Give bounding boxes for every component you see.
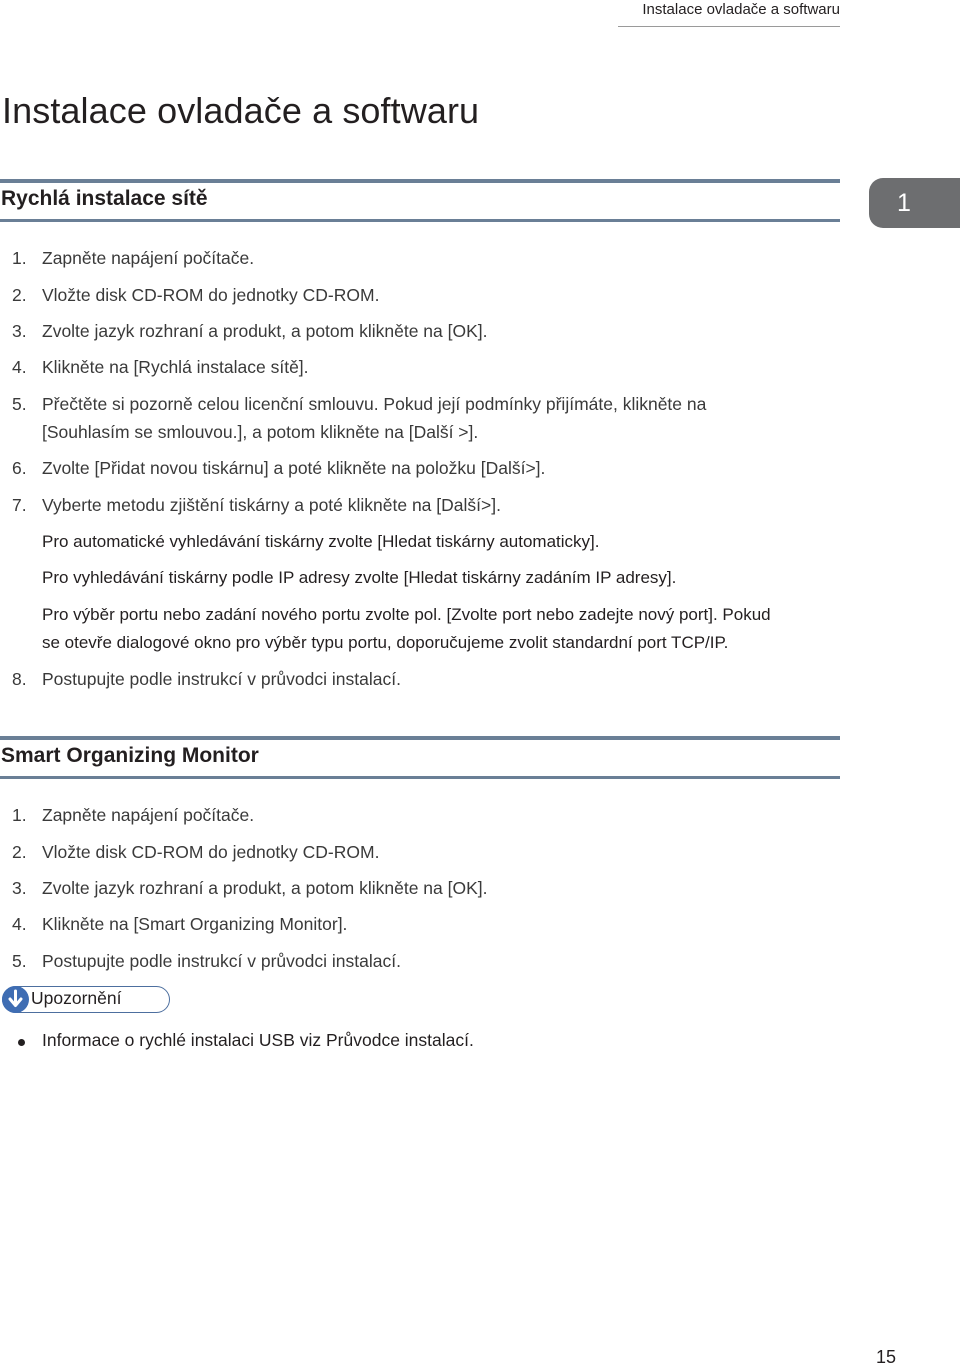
step-number: 5. [12,394,27,414]
step-number: 4. [12,357,27,377]
step-text: Vložte disk CD-ROM do jednotky CD-ROM. [42,285,380,305]
step-text: Přečtěte si pozorně celou licenční smlouvu. Pokud její podmínky přijímáte, klikněte na [42,394,707,414]
step-number: 3. [12,321,27,341]
step-text: Vyberte metodu zjištění tiskárny a poté klikněte na [Další>]. [42,495,501,515]
note-heading [2,986,170,1013]
step-note-text: Pro automatické vyhledávání tiskárny zvolte [Hledat tiskárny automaticky]. [42,532,600,551]
running-header-text: Instalace ovladače a softwaru [642,1,840,18]
page-title: Instalace ovladače a softwaru [2,90,480,131]
step-text: Klikněte na [Rychlá instalace sítě]. [42,357,309,377]
step-text: Vložte disk CD-ROM do jednotky CD-ROM. [42,842,380,862]
step-note-text: Pro výběr portu nebo zadání nového portu zvolte pol. [Zvolte port nebo zadejte nový port]. Pokud [42,605,771,624]
step-number: 7. [12,495,27,515]
section-rule-top [0,736,840,740]
section-rule-bottom [0,219,840,222]
chapter-number: 1 [897,189,911,217]
step-text: Zvolte jazyk rozhraní a produkt, a potom klikněte na [OK]. [42,878,488,898]
step-number: 3. [12,878,27,898]
section-title: Smart Organizing Monitor [1,744,259,767]
section-rule-top [0,179,840,183]
section-title: Rychlá instalace sítě [1,187,208,210]
step-text: Zvolte jazyk rozhraní a produkt, a potom klikněte na [OK]. [42,321,488,341]
step-text: Zvolte [Přidat novou tiskárnu] a poté klikněte na položku [Další>]. [42,458,546,478]
step-text: Zapněte napájení počítače. [42,248,255,268]
page-number: 15 [876,1347,897,1365]
step-number: 6. [12,458,27,478]
step-number: 5. [12,951,27,971]
running-header-rule [618,26,840,27]
note-label: Upozornění [31,988,122,1008]
step-text: [Souhlasím se smlouvou.], a potom klikněte na [Další >]. [42,422,479,442]
step-number: 1. [12,248,27,268]
step-number: 2. [12,842,27,862]
step-text: Postupujte podle instrukcí v průvodci instalací. [42,951,401,971]
step-text: Zapněte napájení počítače. [42,805,255,825]
step-number: 2. [12,285,27,305]
step-text: Postupujte podle instrukcí v průvodci instalací. [42,669,401,689]
step-note-text: Pro vyhledávání tiskárny podle IP adresy zvolte [Hledat tiskárny zadáním IP adresy]. [42,568,677,587]
step-number: 1. [12,805,27,825]
section-rule-bottom [0,776,840,779]
step-number: 8. [12,669,27,689]
note-bullet-text: Informace o rychlé instalaci USB viz Průvodce instalací. [42,1030,474,1050]
chapter-tab [869,178,960,228]
step-text: Klikněte na [Smart Organizing Monitor]. [42,914,348,934]
bullet-icon [18,1039,25,1046]
note-arrow-icon [2,986,29,1013]
step-number: 4. [12,914,27,934]
step-note-text: se otevře dialogové okno pro výběr typu portu, doporučujeme zvolit standardní port TCP/IP. [42,633,729,652]
